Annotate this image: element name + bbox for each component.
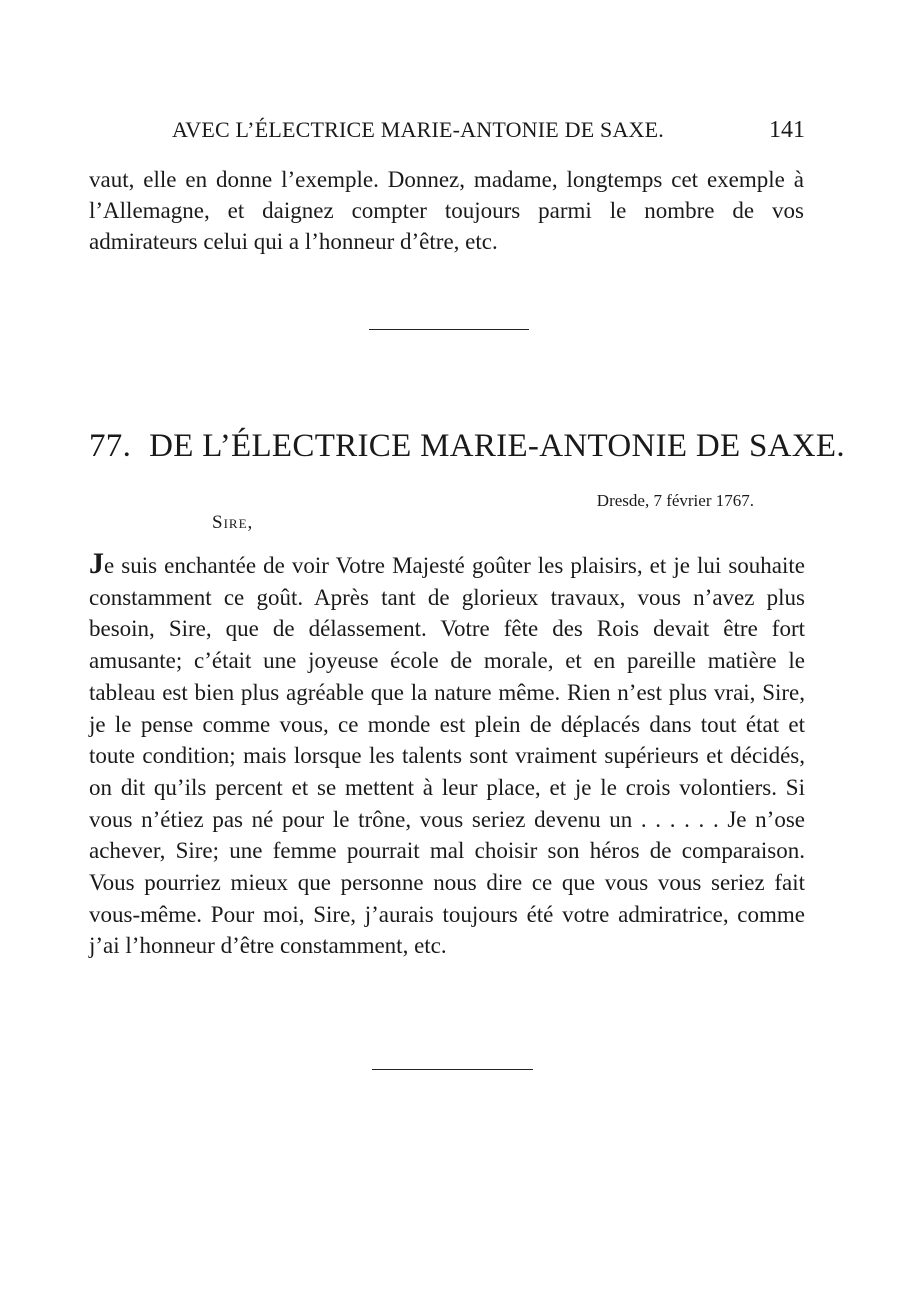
letter-number: 77. xyxy=(89,428,132,464)
letter-salutation: Sire, xyxy=(212,512,254,533)
page-number: 141 xyxy=(769,117,805,143)
initial-letter: J xyxy=(89,547,104,580)
continued-text: vaut, elle en donne l’exemple. Donnez, madame, longtemps cet exemple à l’Allemagne, et daignez compter toujours parmi le nombre de vos admirateurs celui qui a l’honneur d’être, etc. xyxy=(89,167,804,254)
letter-heading xyxy=(89,428,845,465)
running-title: AVEC L’ÉLECTRICE MARIE-ANTONIE DE SAXE. xyxy=(172,117,664,142)
letter-paragraph xyxy=(89,548,805,962)
end-divider xyxy=(372,1069,533,1070)
letter-dateline: Dresde, 7 février 1767. xyxy=(596,491,754,510)
letter-body-text: e suis enchantée de voir Votre Majesté goûter les plaisirs, et je lui souhaite constamment ce goût. Après tant de glorieux travaux, vous n’avez plus besoin, Sire, que de délassement. Votre fête des Rois devait être fort amusante; c’était une joyeuse école de morale, et en pareille matière le tableau est bien plus agréable que la nature même. Rien n’est plus vrai, Sire, je le pense comme vous, ce monde est plein de déplacés dans tout état et toute condition; mais lorsque les talents sont vraiment supérieurs et décidés, on dit qu’ils percent et se mettent à leur place, et je le crois volontiers. Si vous n’étiez pas né pour le trône, vous seriez devenu un . . . . . . Je n’ose achever, Sire; une femme pourrait mal choisir son héros de comparaison. Vous pourriez mieux que personne nous dire ce que vous vous seriez fait vous-même. Pour moi, Sire, j’aurais toujours été votre admiratrice, comme j’ai l’honneur d’être constamment, etc. xyxy=(89,553,805,959)
letter-body xyxy=(89,548,805,962)
continued-paragraph xyxy=(89,164,804,257)
letter-title: DE L’ÉLECTRICE MARIE-ANTONIE DE SAXE. xyxy=(149,428,845,464)
running-head xyxy=(90,117,805,147)
section-divider xyxy=(369,329,529,330)
